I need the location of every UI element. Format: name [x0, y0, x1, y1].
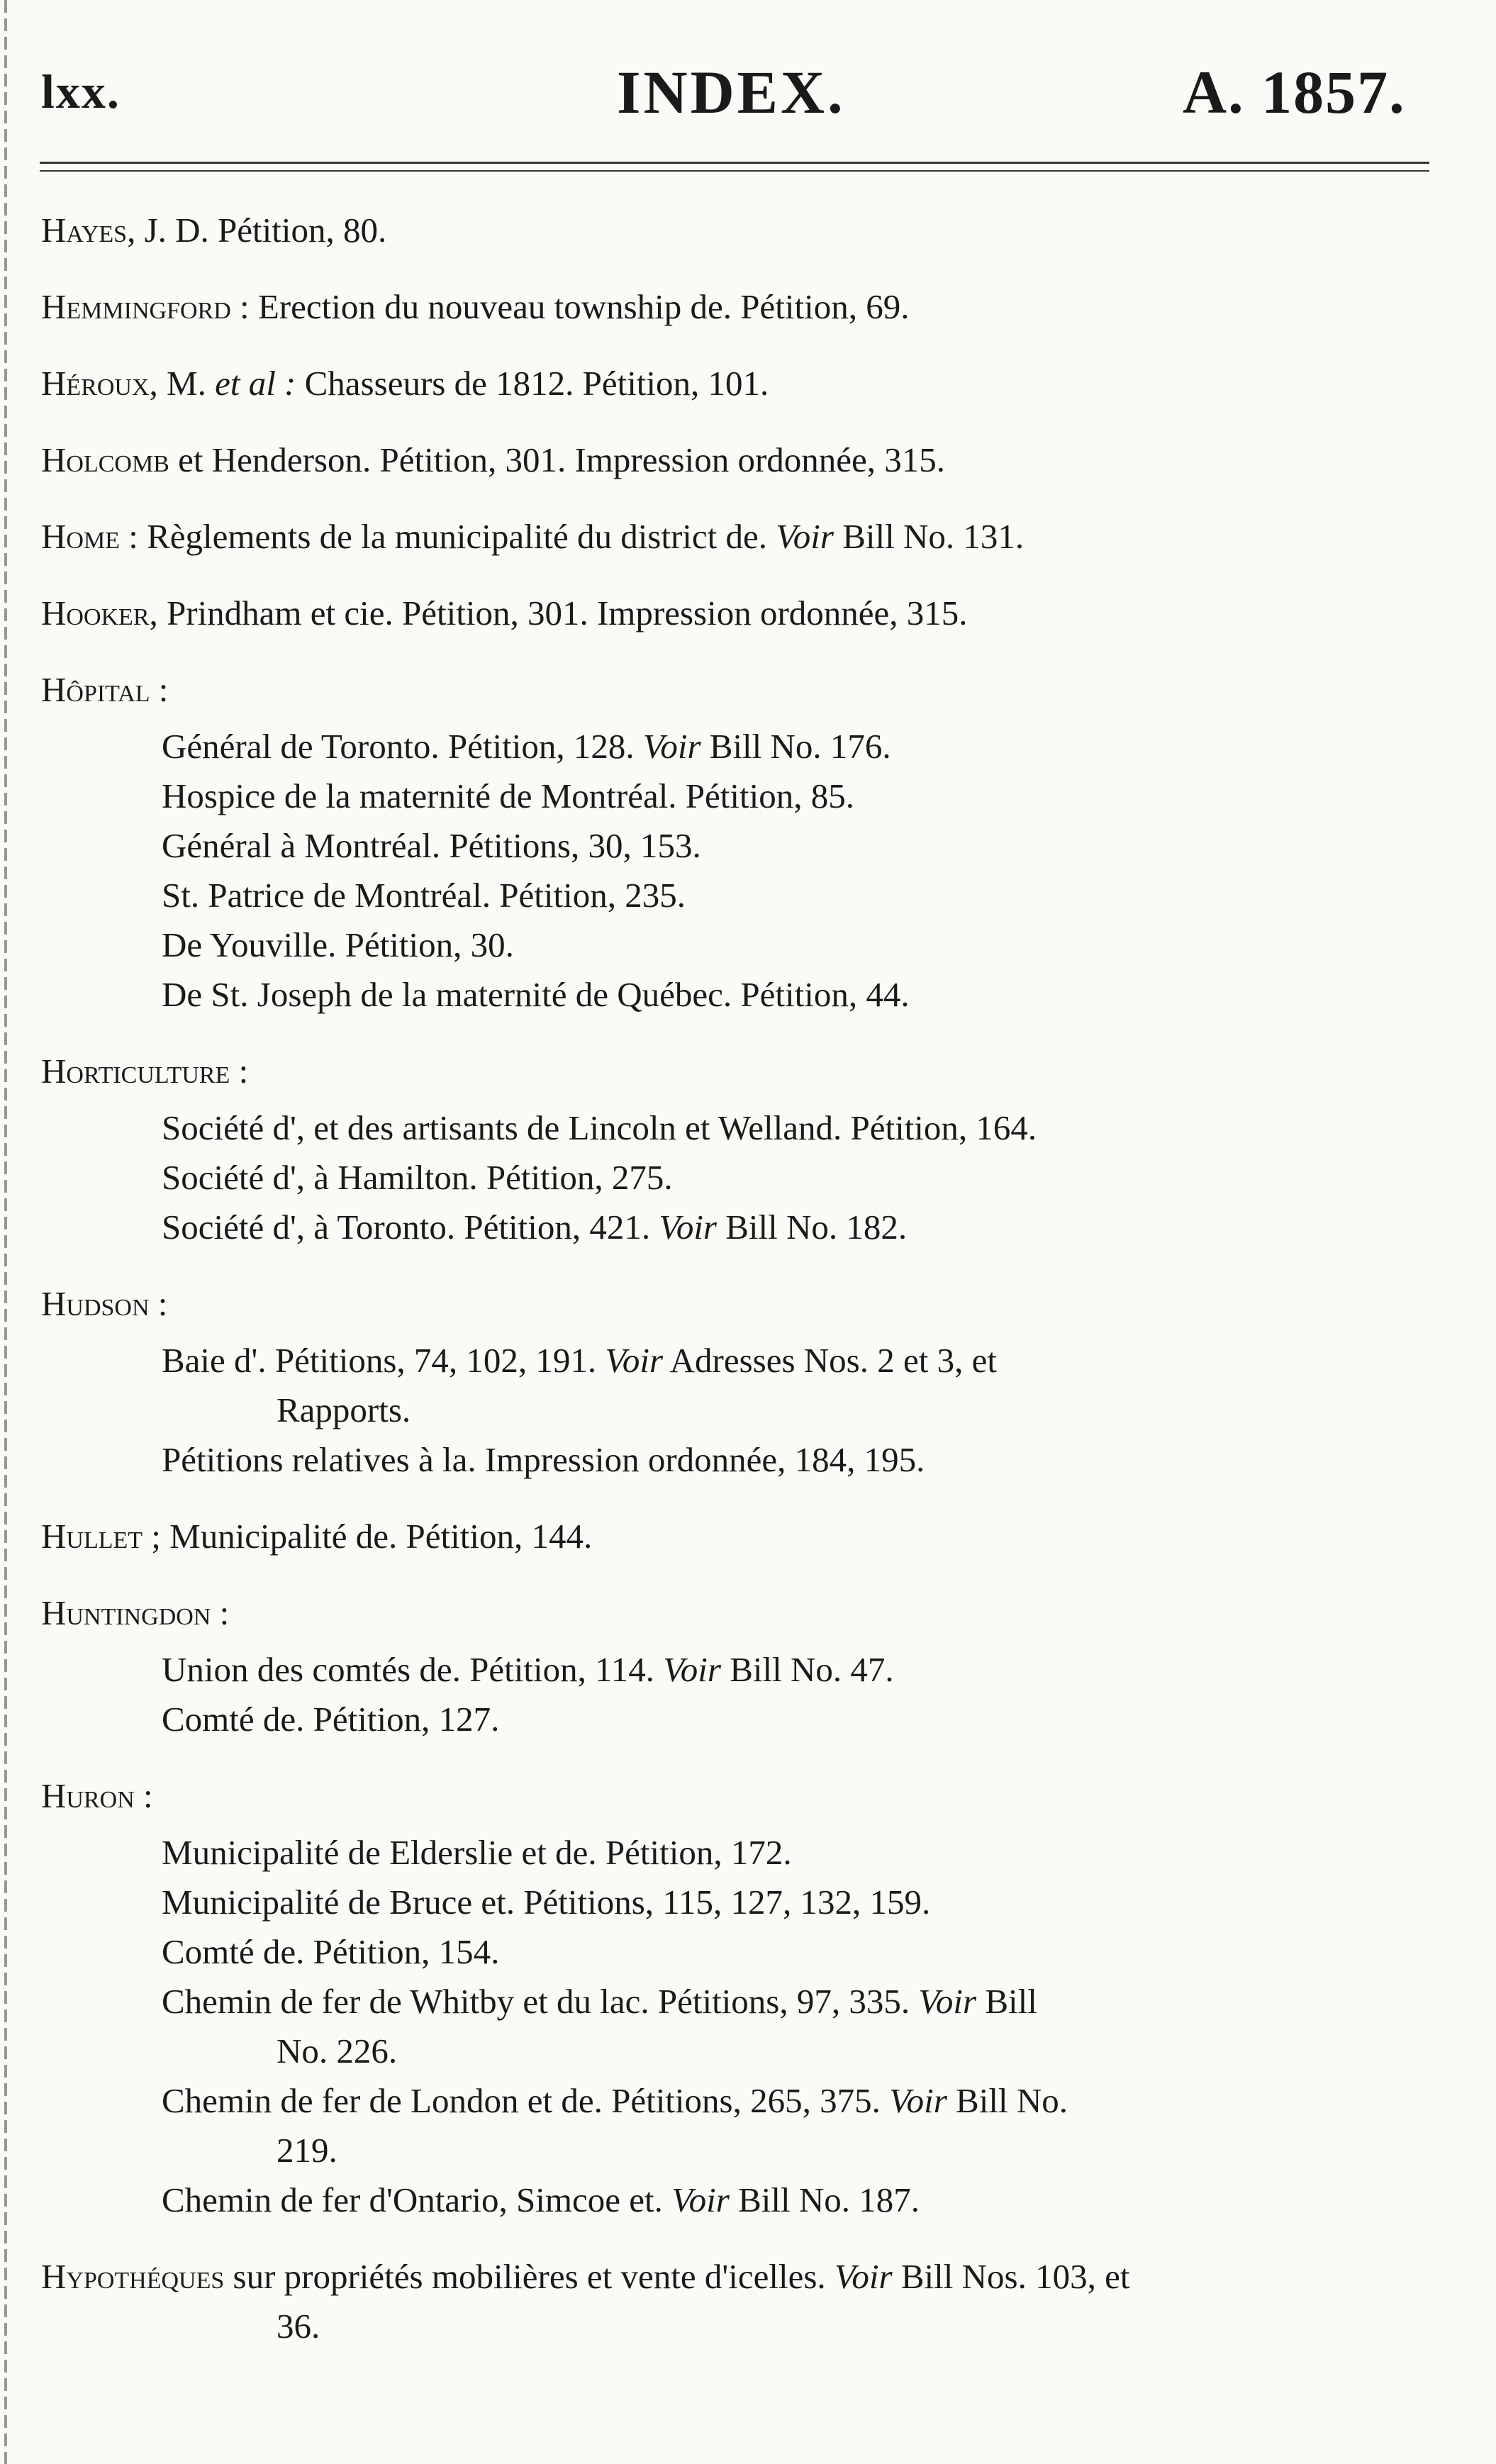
entry-hypotheques — [0, 2252, 1496, 2351]
sub-text: St. Patrice de Montréal. Pétition, 235. — [162, 876, 686, 915]
sub-text: De St. Joseph de la maternité de Québec. Pétition, 44. — [162, 975, 910, 1014]
sub-entry — [0, 1203, 1496, 1252]
entry-text: Bill No. 131. — [833, 517, 1025, 556]
entry-text: Chasseurs de 1812. Pétition, 101. — [296, 364, 769, 403]
sub-entry-continuation: Rapports. — [277, 1390, 411, 1429]
entry-suffix: : — [230, 1052, 249, 1091]
entry-suffix: : — [211, 1593, 230, 1632]
sub-italic: Voir — [659, 1208, 717, 1247]
sub-entry — [0, 1695, 1496, 1744]
entry-text: sur propriétés mobilières et vente d'icelles. — [224, 2257, 834, 2296]
sub-text: Bill No. — [947, 2081, 1068, 2120]
entry-heroux — [0, 359, 1496, 408]
entry-head: Hayes — [41, 211, 128, 250]
sub-text: Société d', et des artisants de Lincoln et Welland. Pétition, 164. — [162, 1108, 1037, 1147]
sub-entry — [0, 1977, 1496, 2027]
entry-continuation: 36. — [277, 2307, 320, 2346]
sub-entry-continuation: No. 226. — [277, 2031, 398, 2070]
sub-text: Chemin de fer de Whitby et du lac. Pétitions, 97, 335. — [162, 1982, 919, 2021]
sub-text: Adresses Nos. 2 et 3, et — [663, 1341, 997, 1380]
sub-text: Chemin de fer de London et de. Pétitions, 265, 375. — [162, 2081, 890, 2120]
entry-suffix: : — [150, 670, 169, 709]
sub-text: Société d', à Toronto. Pétition, 421. — [162, 1208, 659, 1247]
page-number: lxx. — [41, 65, 121, 118]
sub-entry: Municipalité de Elderslie et de. Pétition, 172. — [162, 1833, 792, 1872]
sub-entry — [0, 771, 1496, 821]
sub-italic: Voir — [918, 1982, 977, 2021]
entry-text: : Règlements de la municipalité du district de. — [119, 517, 776, 556]
sub-text: Bill No. 47. — [720, 1650, 894, 1689]
entry-text: Bill Nos. 103, et — [892, 2257, 1130, 2296]
sub-text: Chemin de fer d'Ontario, Simcoe et. — [162, 2180, 672, 2219]
sub-italic: Voir — [605, 1341, 664, 1380]
sub-italic: Voir — [889, 2081, 947, 2120]
entry-italic: Voir — [834, 2257, 893, 2296]
entry-hullet — [0, 1512, 1496, 1561]
entry-huntingdon — [0, 1588, 1496, 1744]
entry-head: Huntingdon — [41, 1593, 211, 1632]
sub-entry — [0, 722, 1496, 771]
entry-heading — [0, 665, 1496, 715]
sub-entry — [0, 1336, 1496, 1386]
page-title: INDEX. — [617, 58, 846, 126]
entry-italic: Voir — [776, 517, 834, 556]
sub-text: De Youville. Pétition, 30. — [162, 925, 514, 964]
entry-heading — [0, 1771, 1496, 1821]
sub-entries — [0, 1645, 1496, 1744]
sub-text: Bill No. 182. — [717, 1208, 908, 1247]
sub-text: Général à Montréal. Pétitions, 30, 153. — [162, 826, 701, 865]
sub-entry — [0, 1103, 1496, 1153]
entry-heading — [0, 1588, 1496, 1638]
sub-entry — [0, 871, 1496, 920]
entry-italic: et al : — [215, 364, 296, 403]
entry-head: Holcomb — [41, 440, 169, 479]
sub-entry — [0, 1153, 1496, 1203]
entry-hopital — [0, 665, 1496, 1020]
sub-entry — [0, 970, 1496, 1020]
sub-entry — [0, 2076, 1496, 2126]
page-header — [0, 50, 1496, 128]
header-rule-thin — [40, 170, 1429, 172]
entry-text: , M. — [149, 364, 216, 403]
sub-text: Bill — [976, 1982, 1037, 2021]
entry-text: : Erection du nouveau township de. Pétition, 69. — [230, 287, 910, 326]
sub-text: Société d', à Hamilton. Pétition, 275. — [162, 1158, 673, 1197]
sub-entries — [0, 1336, 1496, 1485]
entry-text: ; Municipalité de. Pétition, 144. — [143, 1517, 593, 1556]
entry-heading — [0, 2252, 1496, 2302]
index-content — [0, 206, 1496, 2378]
sub-entry: Comté de. Pétition, 154. — [162, 1932, 500, 1971]
sub-text: Bill No. 187. — [729, 2180, 920, 2219]
entry-text: , Prindham et cie. Pétition, 301. Impression ordonnée, 315. — [149, 593, 968, 632]
entry-head: Huron — [41, 1776, 135, 1815]
entry-home — [0, 512, 1496, 562]
entry-text: , J. D. Pétition, 80. — [127, 211, 387, 250]
sub-italic: Voir — [642, 727, 701, 766]
entry-text: et Henderson. Pétition, 301. Impression ordonnée, 315. — [169, 440, 946, 479]
sub-entry: Municipalité de Bruce et. Pétitions, 115, 127, 132, 159. — [162, 1883, 931, 1922]
sub-entries — [0, 722, 1496, 1020]
sub-text: Union des comtés de. Pétition, 114. — [162, 1650, 664, 1689]
entry-heading — [0, 1279, 1496, 1329]
entry-head: Héroux — [41, 364, 150, 403]
sub-text: Comté de. Pétition, 127. — [162, 1700, 500, 1739]
entry-head: Hôpital — [41, 670, 150, 709]
sub-entry — [0, 821, 1496, 871]
entry-huron — [0, 1771, 1496, 2225]
page-year: A. 1857. — [1183, 58, 1406, 126]
sub-text: Hospice de la maternité de Montréal. Pétition, 85. — [162, 776, 855, 815]
sub-text: Baie d'. Pétitions, 74, 102, 191. — [162, 1341, 605, 1380]
entry-head: Hooker — [41, 593, 150, 632]
entry-head: Hudson — [41, 1284, 150, 1323]
sub-text: Bill No. 176. — [700, 727, 891, 766]
entry-head: Hullet — [41, 1517, 143, 1556]
entry-hayes — [0, 206, 1496, 255]
entry-hemmingford — [0, 282, 1496, 332]
entry-holcomb — [0, 435, 1496, 485]
header-rule — [40, 162, 1429, 164]
entry-head: Hypothéques — [41, 2257, 225, 2296]
entry-suffix: : — [149, 1284, 168, 1323]
entry-head: Horticulture — [41, 1052, 230, 1091]
sub-entry-continuation: 219. — [277, 2131, 337, 2170]
entry-head: Hemmingford — [41, 287, 231, 326]
sub-entries — [0, 1103, 1496, 1252]
sub-entries — [0, 1828, 1496, 2225]
entry-suffix: : — [134, 1776, 153, 1815]
entry-hooker — [0, 589, 1496, 638]
sub-entry — [0, 920, 1496, 970]
sub-text: Général de Toronto. Pétition, 128. — [162, 727, 643, 766]
sub-italic: Voir — [663, 1650, 721, 1689]
sub-entry — [0, 1645, 1496, 1695]
sub-italic: Voir — [671, 2180, 730, 2219]
entry-hudson — [0, 1279, 1496, 1485]
sub-entry: Pétitions relatives à la. Impression ordonnée, 184, 195. — [162, 1440, 925, 1479]
sub-entry — [0, 2175, 1496, 2225]
entry-head: Home — [41, 517, 120, 556]
entry-heading — [0, 1047, 1496, 1096]
entry-horticulture — [0, 1047, 1496, 1252]
